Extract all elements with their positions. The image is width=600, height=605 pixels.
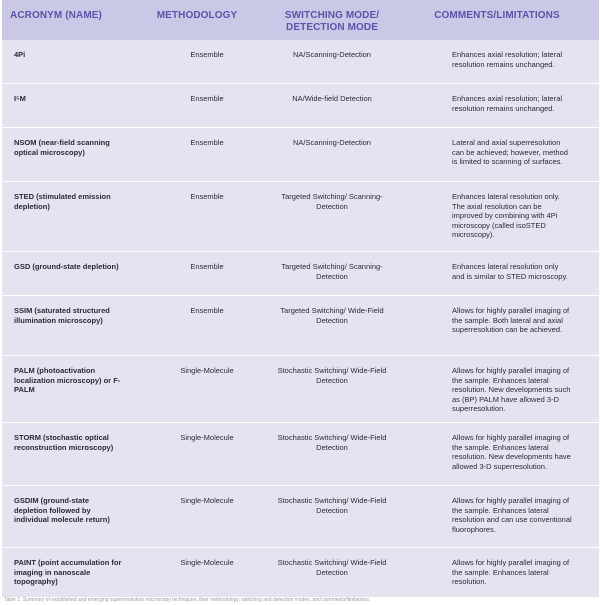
methodology-cell: Ensemble	[190, 94, 224, 103]
header-methodology: METHODOLOGY	[156, 10, 238, 21]
comment-cell: Enhances lateral resolution only and is similar to STED microscopy.	[452, 262, 568, 281]
mode-cell: NA/Wide-field Detection	[292, 94, 372, 103]
mode-cell: Targeted Switching/ Scanning-Detection	[281, 192, 383, 211]
comment-cell: Allows for highly parallel imaging of the sample. Enhances lateral resolution.	[452, 558, 570, 586]
methodology-cell: Single-Molecule	[180, 433, 234, 442]
table-row	[2, 83, 599, 128]
comment-cell: Enhances axial resolution; lateral resolution remains unchanged.	[452, 94, 563, 113]
acronym-cell: GSD (ground-state depletion)	[14, 262, 119, 271]
table-row	[2, 547, 599, 598]
comment-cell: Enhances axial resolution; lateral resolution remains unchanged.	[452, 50, 563, 69]
acronym-cell: I⁵M	[14, 94, 26, 103]
table-row	[2, 181, 599, 252]
table-row	[2, 127, 599, 182]
comment-cell: Lateral and axial superresolution can be achieved; however, method is limited to scanning of surfaces.	[452, 138, 568, 166]
methodology-cell: Ensemble	[190, 192, 224, 201]
acronym-cell: 4Pi	[14, 50, 26, 59]
comment-cell: Allows for highly parallel imaging of the sample. Enhances lateral resolution. New developments such as (BP) PALM have allowed 3-D superresolution.	[452, 366, 571, 413]
acronym-cell: STED (stimulated emission depletion)	[14, 192, 111, 211]
acronym-cell: PALM (photoactivation localization microscopy) or F-PALM	[14, 366, 121, 394]
table-header	[2, 0, 599, 40]
methodology-cell: Single-Molecule	[180, 496, 234, 505]
table-row	[2, 485, 599, 548]
acronym-cell: STORM (stochastic optical reconstruction microscopy)	[14, 433, 114, 452]
comment-cell: Allows for highly parallel imaging of the sample. Both lateral and axial superresolution can be achieved.	[452, 306, 570, 334]
mode-cell: Stochastic Switching/ Wide-Field Detection	[277, 496, 387, 515]
methodology-cell: Ensemble	[190, 262, 224, 271]
header-switching-mode: SWITCHING MODE/ DETECTION MODE	[284, 10, 380, 33]
comment-cell: Allows for highly parallel imaging of the sample. Enhances lateral resolution. New developments have allowed 3-D superresolution.	[452, 433, 571, 471]
methodology-cell: Ensemble	[190, 306, 224, 315]
table-row	[2, 295, 599, 356]
acronym-cell: NSOM (near-field scanning optical microscopy)	[14, 138, 110, 157]
superresolution-table	[2, 0, 599, 597]
table-caption: Table 1. Summary of established and emerging superresolution microscopy techniques, their methodology, switching and detection modes, and comments/limitations.	[4, 597, 371, 603]
mode-cell: Stochastic Switching/ Wide-Field Detection	[277, 558, 387, 577]
acronym-cell: PAINT (point accumulation for imaging in nanoscale topography)	[14, 558, 122, 586]
acronym-cell: SSIM (saturated structured illumination microscopy)	[14, 306, 110, 325]
mode-cell: Targeted Switching/ Wide-Field Detection	[280, 306, 384, 325]
table-row	[2, 40, 599, 83]
comment-cell: Allows for highly parallel imaging of the sample. Enhances lateral resolution and can use conventional fluorophores.	[452, 496, 572, 534]
methodology-cell: Ensemble	[190, 50, 224, 59]
acronym-cell: GSDIM (ground-state depletion followed by individual molecule return)	[14, 496, 110, 524]
methodology-cell: Single-Molecule	[180, 558, 234, 567]
comment-cell: Enhances lateral resolution only. The axial resolution can be improved by combining with 4Pi microscopy (called isoSTED microscopy).	[452, 192, 560, 239]
table-row	[2, 251, 599, 296]
mode-cell: NA/Scanning-Detection	[293, 50, 371, 59]
header-acronym: ACRONYM (NAME)	[10, 10, 102, 21]
methodology-cell: Single-Molecule	[180, 366, 234, 375]
mode-cell: Targeted Switching/ Scanning-Detection	[281, 262, 383, 281]
mode-cell: Stochastic Switching/ Wide-Field Detection	[277, 433, 387, 452]
table-row	[2, 422, 599, 486]
mode-cell: Stochastic Switching/ Wide-Field Detection	[277, 366, 387, 385]
header-comments: COMMENTS/LIMITATIONS	[434, 10, 560, 21]
methodology-cell: Ensemble	[190, 138, 224, 147]
mode-cell: NA/Scanning-Detection	[293, 138, 371, 147]
table-row	[2, 355, 599, 423]
